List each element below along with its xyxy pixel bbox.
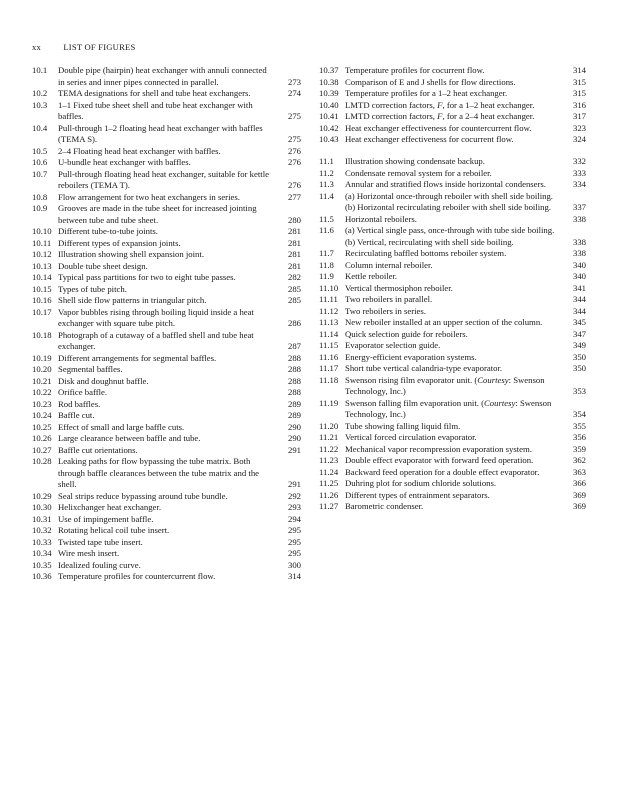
figure-entry [32, 445, 301, 457]
figure-entry [319, 352, 586, 364]
figure-page: 300 [287, 559, 301, 570]
figure-entry [32, 238, 301, 250]
figure-caption: Different tube-to-tube joints. [58, 226, 158, 236]
figure-entry [319, 478, 586, 490]
figure-page: 356 [572, 432, 586, 442]
figure-caption: Vertical thermosiphon reboiler. [345, 282, 453, 293]
figure-number: 10.14 [32, 272, 52, 282]
figure-entry [32, 537, 301, 549]
figure-page: 355 [572, 420, 586, 431]
figure-caption: Different arrangements for segmental baffles. [58, 352, 217, 363]
figure-number: 10.36 [32, 571, 52, 581]
figure-page: 350 [572, 351, 586, 362]
figure-caption: Vapor bubbles rising through boiling liquid inside a heat exchanger with square tube pitch. [58, 306, 254, 328]
figure-entry [319, 294, 586, 306]
figure-caption: Temperature profiles for countercurrent flow. [58, 571, 216, 581]
figure-caption: Wire mesh insert. [58, 548, 120, 558]
figure-caption: Illustration showing condensate backup. [345, 156, 485, 166]
figure-number: 10.42 [319, 122, 339, 133]
figure-caption: Effect of small and large baffle cuts. [58, 421, 185, 432]
figure-caption: Rod baffles. [58, 398, 101, 409]
figure-caption: Comparison of E and J shells for flow directions. [345, 76, 516, 87]
figure-caption: New reboiler installed at an upper section of the column. [345, 317, 543, 327]
figure-caption: Evaporator selection guide. [345, 340, 441, 350]
figure-entry [32, 261, 301, 273]
figure-entry [319, 375, 586, 398]
figure-caption: Heat exchanger effectiveness for cocurrent flow. [345, 134, 514, 144]
figure-entry [32, 560, 301, 572]
figure-entry [32, 307, 301, 330]
figure-caption: Double effect evaporator with forward feed operation. [345, 455, 534, 465]
figure-entry [319, 134, 586, 146]
figure-entry [319, 340, 586, 352]
figure-caption: Large clearance between baffle and tube. [58, 433, 201, 443]
figure-entry [32, 525, 301, 537]
figure-page: 314 [287, 571, 301, 581]
figure-caption: Leaking paths for flow bypassing the tube matrix. Both through baffle clearances between the tube matrix and the shell. [58, 456, 260, 489]
figure-number: 10.40 [319, 99, 339, 110]
figure-page: 315 [572, 76, 586, 87]
figure-number: 10.4 [32, 122, 48, 133]
figure-number: 10.43 [319, 134, 339, 144]
figure-caption: Grooves are made in the tube sheet for increased jointing between tube and tube sheet. [58, 203, 257, 225]
figure-number: 11.14 [319, 328, 339, 339]
figure-caption: Quick selection guide for reboilers. [345, 328, 468, 339]
figure-page: 289 [287, 410, 301, 420]
figure-caption: Flow arrangement for two heat exchangers in series. [58, 191, 240, 202]
figure-caption: Duhring plot for sodium chloride solutions. [345, 478, 497, 488]
figure-page: 287 [287, 341, 301, 351]
figure-list-left [32, 65, 301, 583]
figure-number: 10.11 [32, 237, 52, 248]
figure-entry [32, 100, 301, 123]
figure-number: 11.16 [319, 351, 339, 362]
figure-entry [32, 192, 301, 204]
figure-number: 10.22 [32, 387, 52, 397]
figure-number: 10.21 [32, 375, 52, 386]
figure-entry [319, 260, 586, 272]
figure-number: 11.10 [319, 282, 339, 293]
figure-number: 11.21 [319, 432, 339, 442]
figure-page: 285 [287, 295, 301, 305]
figure-number: 11.25 [319, 478, 339, 488]
figure-caption: Photograph of a cutaway of a baffled shell and tube heat exchanger. [58, 329, 254, 351]
figure-page: 315 [572, 88, 586, 98]
figure-page: 353 [572, 386, 586, 396]
figure-number: 11.22 [319, 443, 339, 454]
figure-page: 334 [572, 179, 586, 189]
figure-number: 10.23 [32, 398, 52, 409]
figure-caption: Condensate removal system for a reboiler. [345, 167, 492, 178]
figure-entry [32, 433, 301, 445]
figure-page: 337 [572, 202, 586, 212]
figure-number: 11.19 [319, 397, 339, 408]
figure-entry [319, 467, 586, 479]
figure-caption: Rotating helical coil tube insert. [58, 525, 170, 535]
figure-page: 323 [572, 122, 586, 133]
figure-page: 338 [572, 248, 586, 258]
caption-text: LMTD correction factors, [345, 111, 438, 121]
figure-entry [319, 248, 586, 260]
figure-entry [32, 284, 301, 296]
figure-entry [319, 306, 586, 318]
figure-page: 290 [287, 421, 301, 432]
figure-entry [319, 398, 586, 421]
figure-caption: Double tube sheet design. [58, 260, 148, 271]
figure-entry [319, 65, 586, 77]
figure-number: 10.33 [32, 536, 52, 547]
figure-entry [319, 455, 586, 467]
figure-page: 349 [572, 340, 586, 350]
figure-page: 273 [287, 76, 301, 87]
figure-entry [32, 203, 301, 226]
figure-number: 11.20 [319, 420, 339, 431]
figure-page: 338 [572, 213, 586, 224]
figure-page: 282 [287, 272, 301, 282]
figure-caption: (a) Horizontal once-through reboiler with shell side boiling. (b) Horizontal recirculating reboiler with shell side boiling. [345, 190, 553, 212]
figure-page: 276 [287, 145, 301, 156]
figure-number: 11.26 [319, 489, 339, 500]
figure-caption: U-bundle heat exchanger with baffles. [58, 157, 191, 167]
figure-entry [319, 329, 586, 341]
figure-number: 10.27 [32, 444, 52, 455]
figure-number: 10.16 [32, 295, 52, 305]
figure-caption: Energy-efficient evaporation systems. [345, 351, 477, 362]
figure-entry [32, 548, 301, 560]
figure-page: 294 [287, 513, 301, 524]
figure-page: 340 [572, 271, 586, 281]
figure-caption [345, 375, 564, 398]
figure-entry [32, 157, 301, 169]
figure-entry [319, 111, 586, 123]
figure-number: 10.6 [32, 157, 48, 167]
figure-number: 11.23 [319, 455, 339, 465]
figure-page: 369 [572, 501, 586, 511]
figure-page: 332 [572, 156, 586, 166]
figure-entry [319, 156, 586, 168]
figure-page: 277 [287, 191, 301, 202]
figure-caption: Illustration showing shell expansion joint. [58, 249, 204, 259]
figure-page: 292 [287, 490, 301, 501]
figure-entry [32, 422, 301, 434]
figure-caption: Use of impingement baffle. [58, 513, 154, 524]
figure-number: 10.31 [32, 513, 52, 524]
figure-entry [319, 421, 586, 433]
figure-number: 10.17 [32, 306, 52, 317]
figure-entry [32, 491, 301, 503]
figure-caption: Recirculating baffled bottoms reboiler system. [345, 248, 507, 258]
figure-number: 11.6 [319, 225, 334, 235]
figure-entry [32, 169, 301, 192]
figure-entry [319, 271, 586, 283]
figure-caption: Helixchanger heat exchanger. [58, 502, 161, 512]
figure-page: 316 [572, 99, 586, 110]
figure-entry [32, 571, 301, 583]
figure-entry [32, 88, 301, 100]
figure-number: 10.28 [32, 456, 52, 466]
figure-page: 290 [287, 433, 301, 443]
figure-caption: Horizontal reboilers. [345, 213, 417, 224]
figure-number: 11.17 [319, 363, 339, 373]
page-number: xx [32, 42, 41, 52]
figure-entry [32, 295, 301, 307]
figure-entry [319, 225, 586, 248]
figure-entry [32, 226, 301, 238]
figure-page: 295 [287, 548, 301, 558]
figure-number: 10.35 [32, 559, 52, 570]
figure-number: 11.24 [319, 466, 339, 477]
figure-caption: TEMA designations for shell and tube heat exchangers. [58, 88, 251, 98]
figure-page: 285 [287, 283, 301, 294]
figure-entry [32, 65, 301, 88]
figure-caption: Tube showing falling liquid film. [345, 420, 461, 431]
figure-number: 10.25 [32, 421, 52, 432]
figure-caption [345, 398, 564, 421]
figure-number: 10.7 [32, 168, 48, 179]
figure-number: 10.37 [319, 65, 339, 75]
figure-number: 10.24 [32, 410, 52, 420]
figure-number: 11.15 [319, 340, 339, 350]
figure-entry [319, 191, 586, 214]
figure-number: 11.5 [319, 213, 334, 224]
figure-entry [319, 123, 586, 135]
figure-caption: Baffle cut. [58, 410, 95, 420]
figure-page: 362 [572, 455, 586, 465]
figure-page: 340 [572, 259, 586, 270]
figure-number: 10.18 [32, 329, 52, 340]
figure-entry [32, 502, 301, 514]
figure-caption: Two reboilers in parallel. [345, 294, 433, 304]
figure-page: 295 [287, 536, 301, 547]
figure-entry [319, 88, 586, 100]
figure-entry [32, 353, 301, 365]
figure-entry [319, 444, 586, 456]
figure-page: 281 [287, 226, 301, 236]
figure-page: 341 [572, 282, 586, 293]
caption-italic: Courtesy [483, 397, 516, 408]
figure-page: 344 [572, 305, 586, 316]
figure-number: 10.9 [32, 203, 48, 213]
caption-text: : Swenson Technology, Inc.) [345, 374, 545, 396]
figure-caption: Types of tube pitch. [58, 283, 127, 294]
figure-entry [319, 77, 586, 89]
figure-entry [319, 363, 586, 375]
figure-entry [319, 168, 586, 180]
figure-caption: Shell side flow patterns in triangular pitch. [58, 295, 207, 305]
figure-page: 324 [572, 134, 586, 144]
figure-entry [32, 364, 301, 376]
figure-number: 11.27 [319, 501, 339, 511]
caption-text: Swenson falling film evaporation unit. ( [345, 397, 484, 408]
caption-text: Swenson rising film evaporator unit. ( [345, 374, 478, 385]
figure-number: 11.9 [319, 271, 334, 281]
figure-number: 11.13 [319, 317, 339, 327]
figure-entry [319, 283, 586, 295]
figure-number: 10.10 [32, 226, 52, 236]
figure-entry [32, 123, 301, 146]
figure-page: 317 [572, 111, 586, 121]
figure-page: 344 [572, 294, 586, 304]
figure-number: 10.38 [319, 76, 339, 87]
figure-number: 11.2 [319, 167, 334, 178]
figure-caption: Temperature profiles for cocurrent flow. [345, 65, 485, 75]
figure-number: 10.5 [32, 145, 48, 156]
figure-caption: Seal strips reduce bypassing around tube bundle. [58, 490, 228, 501]
caption-text: LMTD correction factors, [345, 99, 438, 110]
right-column [319, 65, 586, 513]
figure-page: 275 [287, 134, 301, 144]
figure-caption: Temperature profiles for a 1–2 heat exchanger. [345, 88, 508, 98]
figure-page: 338 [572, 236, 586, 247]
figure-entry [32, 410, 301, 422]
figure-number: 10.30 [32, 502, 52, 512]
figure-page: 295 [287, 525, 301, 535]
figure-caption: Pull-through floating head heat exchanger, suitable for kettle reboilers (TEMA T). [58, 168, 269, 190]
figure-number: 10.26 [32, 433, 52, 443]
figure-page: 293 [287, 502, 301, 512]
figure-number: 11.8 [319, 259, 334, 270]
figure-page: 350 [572, 363, 586, 373]
figure-number: 10.34 [32, 548, 52, 558]
figure-entry [319, 501, 586, 513]
figure-page: 288 [287, 375, 301, 386]
figure-entry [32, 399, 301, 411]
figure-number: 10.32 [32, 525, 52, 535]
figure-entry [319, 490, 586, 502]
figure-page: 314 [572, 65, 586, 75]
figure-entry [32, 514, 301, 526]
figure-caption: Kettle reboiler. [345, 271, 398, 281]
figure-caption: Twisted tape tube insert. [58, 536, 143, 547]
figure-number: 10.29 [32, 490, 52, 501]
figure-page: 369 [572, 489, 586, 500]
figure-entry [32, 387, 301, 399]
figure-page: 276 [287, 157, 301, 167]
figure-caption: Idealized fouling curve. [58, 559, 141, 570]
figure-entry [32, 330, 301, 353]
figure-page: 288 [287, 364, 301, 374]
figure-caption: 1–1 Fixed tube sheet shell and tube heat exchanger with baffles. [58, 99, 253, 121]
figure-number: 10.15 [32, 283, 52, 294]
figure-page: 288 [287, 352, 301, 363]
figure-page: 345 [572, 317, 586, 327]
figure-page: 286 [287, 318, 301, 328]
figure-entry [319, 317, 586, 329]
figure-number: 11.11 [319, 294, 338, 304]
caption-italic: Courtesy [477, 374, 509, 385]
figure-number: 10.20 [32, 364, 52, 374]
figure-page: 366 [572, 478, 586, 488]
figure-number: 10.1 [32, 65, 48, 75]
figure-number: 11.1 [319, 156, 334, 166]
figure-page: 276 [287, 180, 301, 190]
running-title: LIST OF FIGURES [63, 42, 136, 52]
figure-entry [32, 456, 301, 491]
figure-page: 275 [287, 111, 301, 121]
figure-caption: Double pipe (hairpin) heat exchanger with annuli connected in series and inner pipes connected in parallel. [58, 65, 267, 87]
figure-caption: Backward feed operation for a double effect evaporator. [345, 466, 540, 477]
figure-caption: Baffle cut orientations. [58, 444, 138, 455]
figure-caption: Short tube vertical calandria-type evaporator. [345, 363, 503, 373]
figure-list-right [319, 65, 586, 513]
figure-page: 291 [287, 444, 301, 455]
figure-page: 291 [287, 479, 301, 489]
figure-caption: Column internal reboiler. [345, 259, 433, 270]
figure-page: 288 [287, 387, 301, 397]
caption-text: : Swenson Technology, Inc.) [345, 397, 552, 419]
figure-page: 281 [287, 249, 301, 259]
figure-number: 11.7 [319, 248, 334, 258]
figure-caption: Typical pass partitions for two to eight tube passes. [58, 272, 236, 282]
figure-page: 347 [572, 328, 586, 339]
figure-caption: Mechanical vapor recompression evaporation system. [345, 443, 532, 454]
figure-number: 10.8 [32, 191, 48, 202]
figure-caption: Two reboilers in series. [345, 305, 426, 316]
caption-italic: F [437, 99, 443, 110]
figure-entry [32, 376, 301, 388]
figure-number: 10.41 [319, 111, 339, 121]
figure-caption [345, 100, 564, 112]
figure-caption: Barometric condenser. [345, 501, 424, 511]
figure-number: 10.39 [319, 88, 339, 98]
figure-caption: Heat exchanger effectiveness for countercurrent flow. [345, 122, 532, 133]
figure-page: 274 [287, 88, 301, 98]
figure-number: 11.12 [319, 305, 339, 316]
figure-entry [319, 214, 586, 226]
figure-number: 10.3 [32, 99, 48, 110]
caption-italic: F [437, 111, 443, 121]
figure-number: 10.2 [32, 88, 48, 98]
figure-number: 10.19 [32, 352, 52, 363]
figure-caption: Vertical forced circulation evaporator. [345, 432, 477, 442]
caption-text: , for a 2–4 heat exchanger. [442, 111, 535, 121]
figure-entry [32, 272, 301, 284]
figure-caption: Different types of expansion joints. [58, 237, 181, 248]
figure-caption: Segmental baffles. [58, 364, 123, 374]
figure-page: 289 [287, 398, 301, 409]
figure-entry [32, 249, 301, 261]
figure-number: 10.13 [32, 260, 52, 271]
figure-caption: (a) Vertical single pass, once-through with tube side boiling. (b) Vertical, recirculating with shell side boiling. [345, 225, 555, 247]
figure-page: 333 [572, 167, 586, 178]
figure-page: 354 [572, 409, 586, 419]
running-head [32, 42, 135, 52]
figure-caption: Pull-through 1–2 floating head heat exchanger with baffles (TEMA S). [58, 122, 263, 144]
figure-page: 363 [572, 466, 586, 477]
figure-page: 280 [287, 214, 301, 225]
figure-caption: Orifice baffle. [58, 387, 108, 397]
figure-number: 11.18 [319, 374, 339, 385]
figure-number: 11.4 [319, 190, 334, 201]
figure-caption: Annular and stratified flows inside horizontal condensers. [345, 179, 546, 189]
figure-caption: Disk and doughnut baffle. [58, 375, 149, 386]
figure-page: 281 [287, 237, 301, 248]
figure-number: 11.3 [319, 179, 334, 189]
figure-caption: 2–4 Floating head heat exchanger with baffles. [58, 145, 221, 156]
figure-caption [345, 111, 564, 123]
figure-entry [319, 100, 586, 112]
figure-caption: Different types of entrainment separators. [345, 489, 490, 500]
figure-page: 281 [287, 260, 301, 271]
figure-number: 10.12 [32, 249, 52, 259]
figure-entry [319, 432, 586, 444]
figure-entry [319, 179, 586, 191]
figure-entry [32, 146, 301, 158]
caption-text: , for a 1–2 heat exchanger. [442, 99, 535, 110]
figure-page: 359 [572, 443, 586, 454]
left-column [32, 65, 301, 583]
